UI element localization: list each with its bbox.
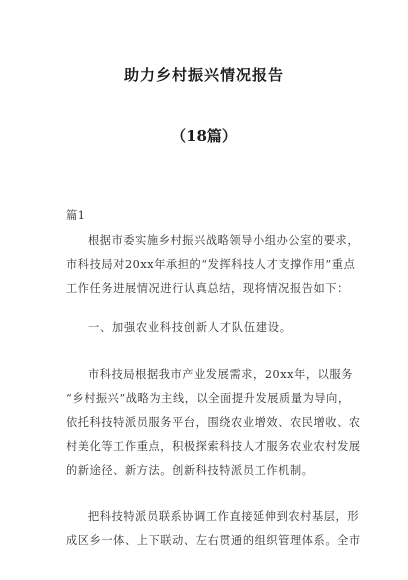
section-heading: 一、加强农业科技创新人才队伍建设。	[88, 321, 292, 334]
paragraph-line: 的新途径、新方法。创新科技特派员工作机制。	[66, 464, 314, 477]
paragraph-line: 市科技局根据我市产业发展需求，20xx年，以服务	[88, 368, 354, 381]
paragraph-line: “乡村振兴”战略为主线，以全面提升发展质量为导向，	[66, 392, 350, 405]
intro-line: 工作任务进展情况进行认真总结，现将情况报告如下：	[66, 282, 349, 295]
intro-line: 市科技局对20xx年承担的“发挥科技人才支撑作用”重点	[66, 258, 356, 271]
document-subtitle: （18篇）	[171, 127, 237, 145]
part-label: 篇1	[66, 209, 86, 222]
paragraph-line: 村美化等工作重点，积极探索科技人才服务农业农村发展	[66, 440, 361, 453]
document-title: 助力乡村振兴情况报告	[123, 66, 284, 84]
paragraph-line: 依托科技特派员服务平台，围绕农业增效、农民增收、农	[66, 416, 361, 429]
paragraph-line: 把科技特派员联系协调工作直接延伸到农村基层，形	[88, 510, 360, 523]
paragraph-line: 成区乡一体、上下联动、左右贯通的组织管理体系。全市	[66, 534, 361, 547]
intro-line: 根据市委实施乡村振兴战略领导小组办公室的要求，	[88, 234, 360, 247]
